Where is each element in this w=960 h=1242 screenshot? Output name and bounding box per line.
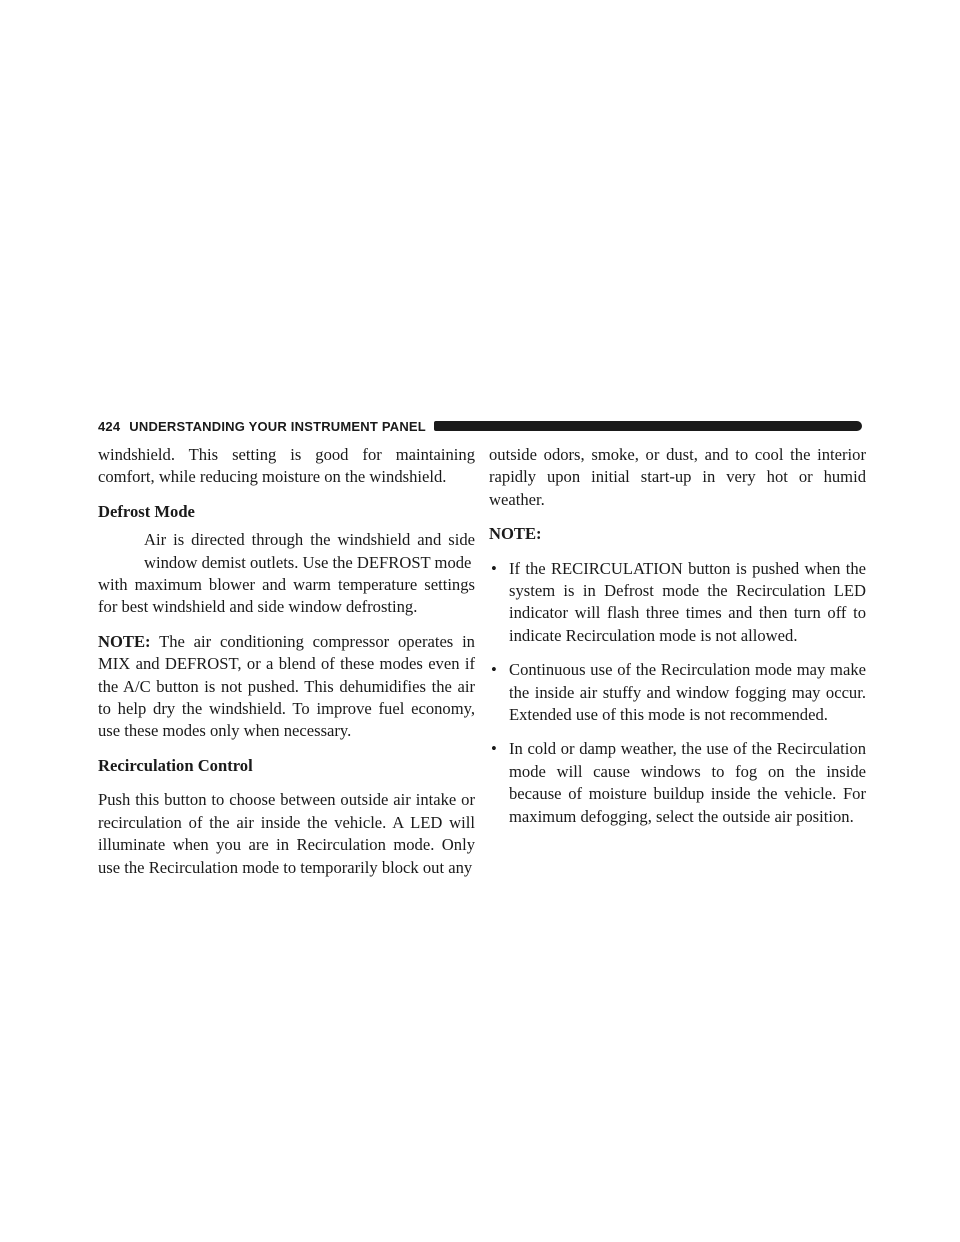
page-header [98, 414, 862, 438]
section-title: UNDERSTANDING YOUR INSTRUMENT PANEL [129, 418, 426, 434]
note-label: NOTE: [98, 631, 151, 651]
note-heading: NOTE: [489, 524, 542, 544]
bullet-icon: • [491, 558, 497, 578]
defrost-mode-heading: Defrost Mode [98, 501, 195, 521]
note-paragraph [98, 631, 475, 743]
intro-paragraph: windshield. This setting is good for maintaining comfort, while reducing moisture on the windshield. [98, 445, 475, 487]
list-item-text: In cold or damp weather, the use of the Recirculation mode will cause windows to fog on the inside because of moisture buildup inside the vehicle. For maximum defogging, select the outside air position. [509, 739, 866, 826]
list-item [489, 558, 866, 648]
note-text: The air conditioning compressor operates in MIX and DEFROST, or a blend of these modes even if the A/C button is not pushed. This dehumidifies the air to help dry the windshield. To improve fuel economy, use these modes only when necessary. [98, 631, 475, 741]
page-number: 424 [98, 418, 121, 434]
list-item-text: If the RECIRCULATION button is pushed when the system is in Defrost mode the Recirculation LED indicator will flash three times and then turn off to indicate Recirculation mode is not allowed. [509, 558, 866, 645]
list-item [489, 659, 866, 726]
recirculation-control-heading: Recirculation Control [98, 755, 253, 775]
note-bullet-list [489, 558, 866, 828]
list-item-text: Continuous use of the Recirculation mode may make the inside air stuffy and window fogging may occur. Extended use of this mode is not recommended. [509, 660, 866, 725]
left-column [98, 444, 475, 879]
header-rule [434, 421, 862, 431]
continued-paragraph: outside odors, smoke, or dust, and to cool the interior rapidly upon initial start-up in very hot or humid weather. [489, 445, 866, 509]
defrost-paragraph-indented: Air is directed through the windshield and side window demist outlets. Use the DEFROST mode [144, 530, 475, 572]
right-column [489, 444, 866, 840]
bullet-icon: • [491, 660, 497, 680]
recirculation-paragraph: Push this button to choose between outside air intake or recirculation of the air inside the vehicle. A LED will illuminate when you are in Recirculation mode. Only use the Recirculation mode to temporarily block out any [98, 790, 475, 877]
defrost-paragraph-continued: with maximum blower and warm temperature settings for best windshield and side window defrosting. [98, 575, 475, 617]
list-item [489, 738, 866, 828]
bullet-icon: • [491, 739, 497, 759]
